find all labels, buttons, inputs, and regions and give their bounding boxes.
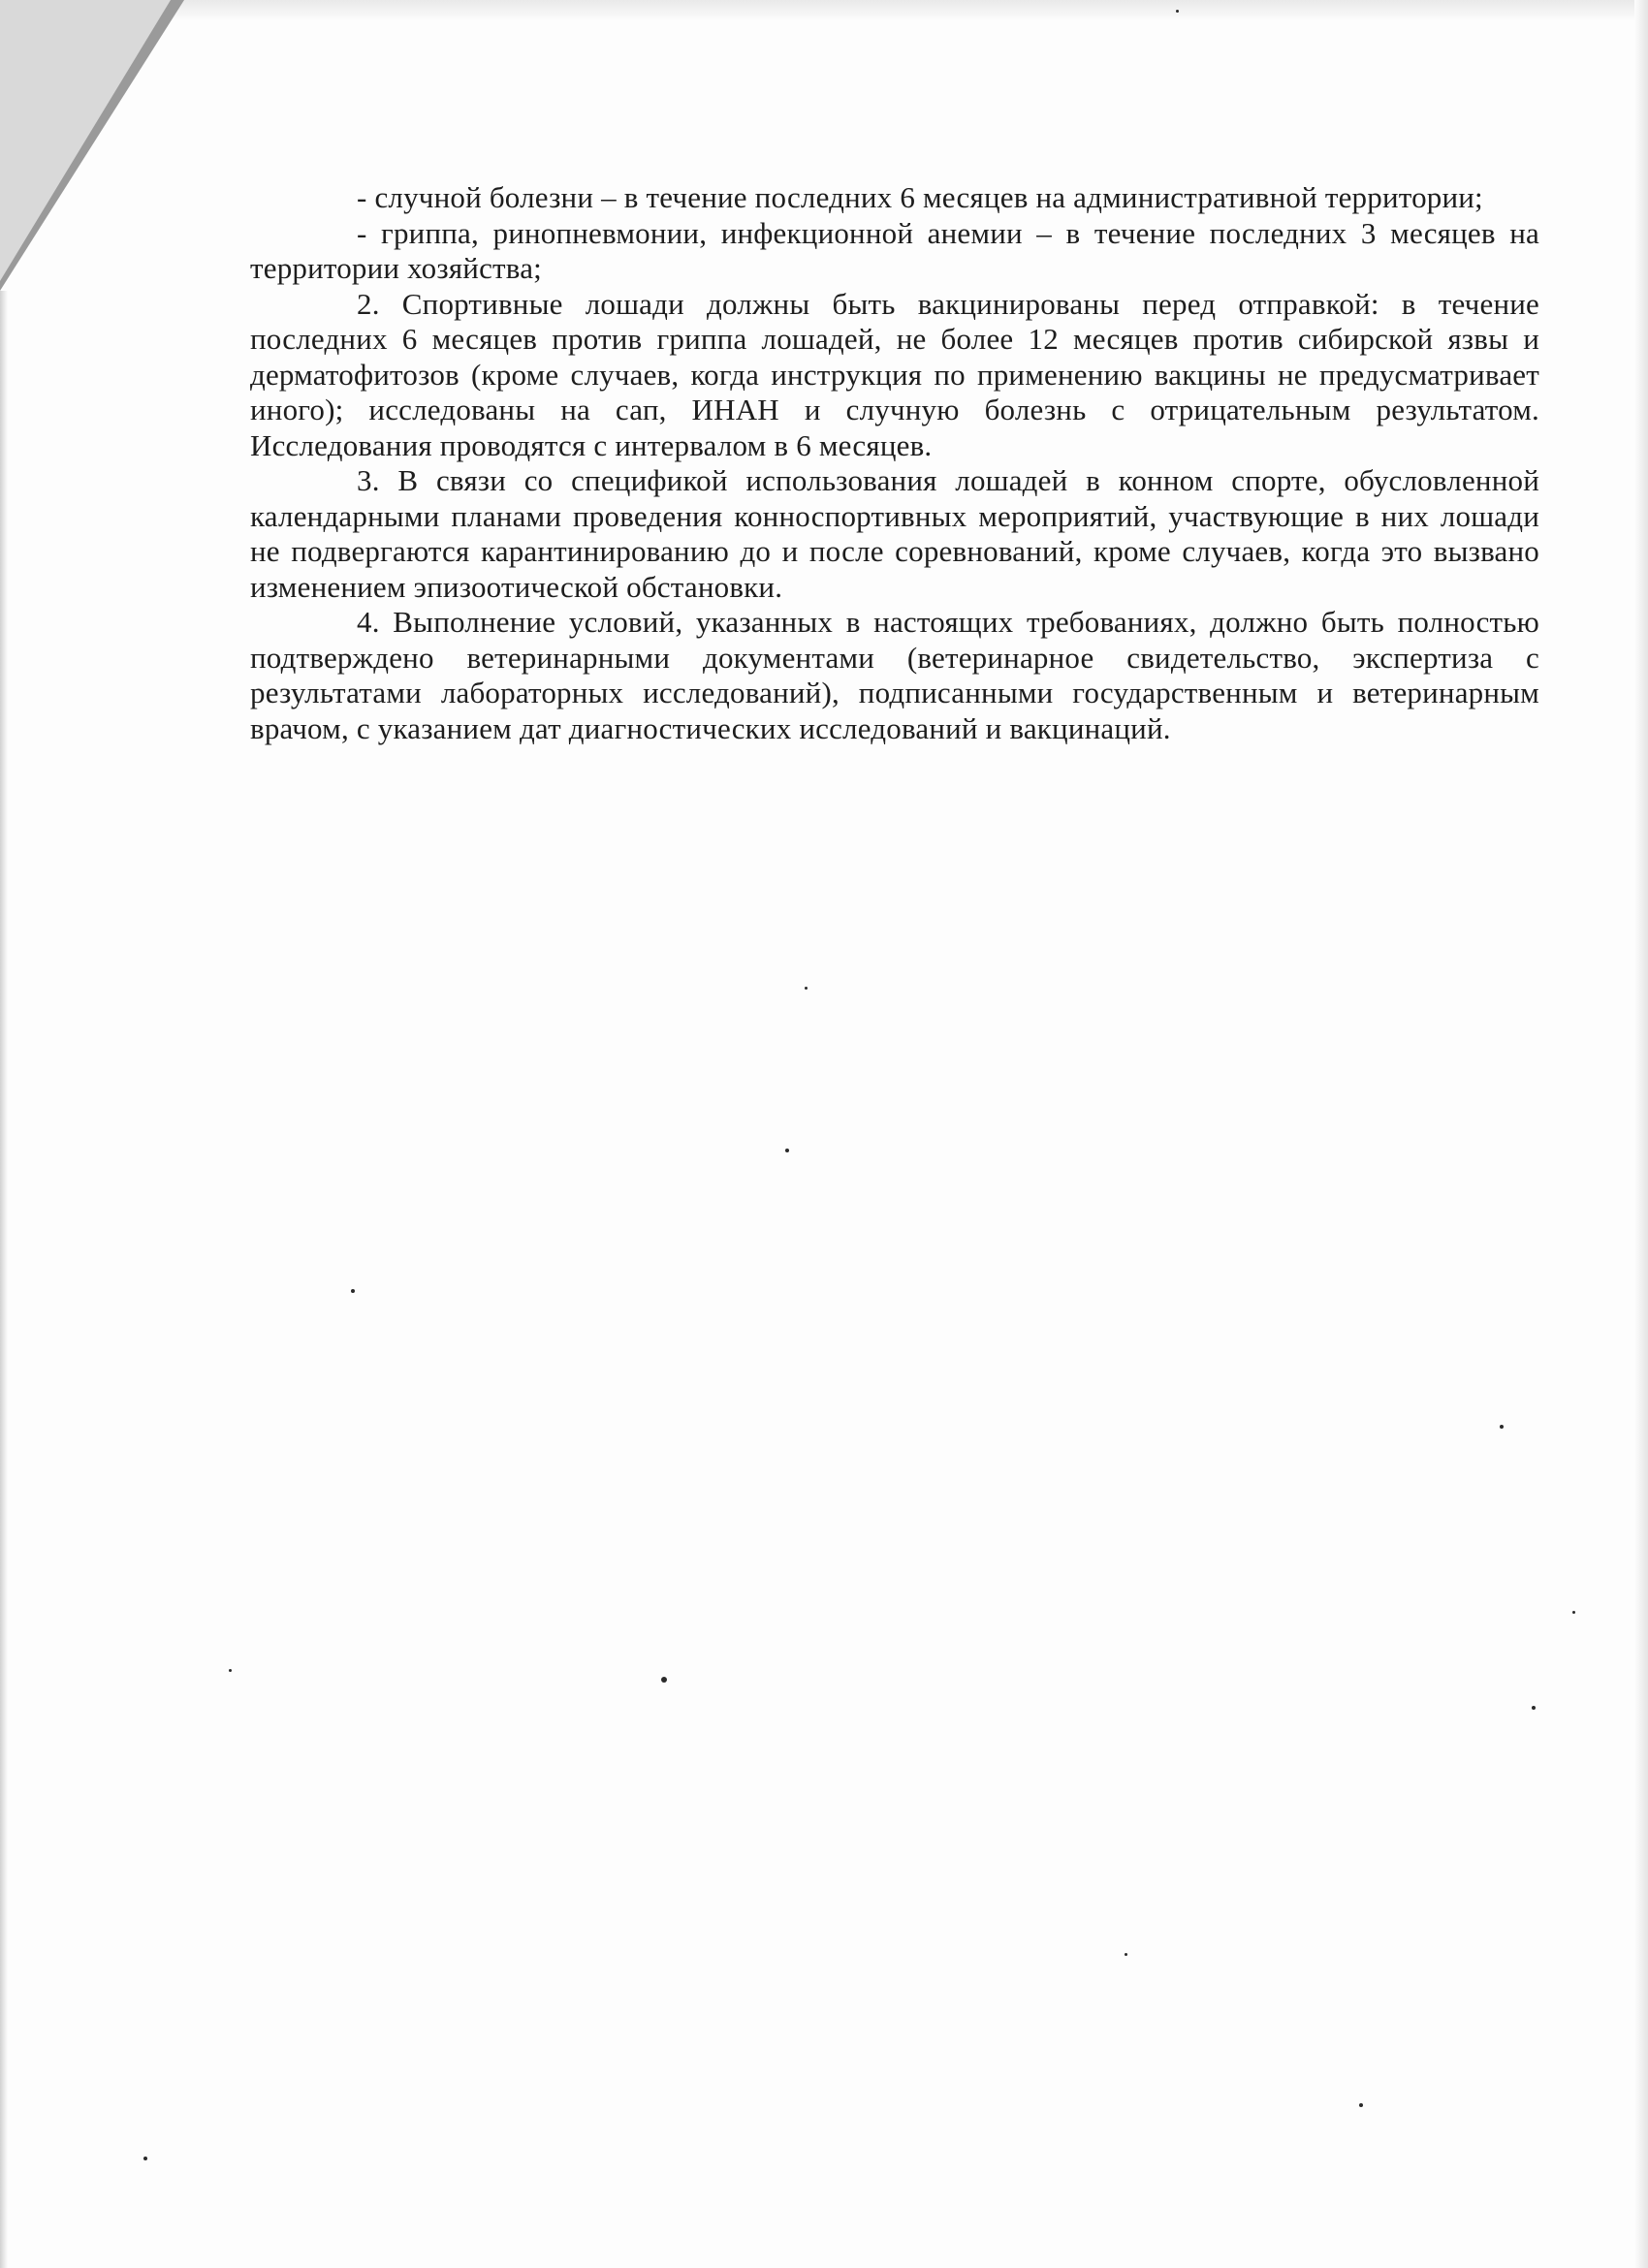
document-body <box>250 180 1539 746</box>
scan-right-edge <box>1634 0 1648 2268</box>
scan-speck <box>351 1289 355 1293</box>
scan-speck <box>1176 10 1179 13</box>
paragraph-item-2: - гриппа, ринопневмонии, инфекционной анемии – в течение последних 3 месяцев на территории хозяйства; <box>250 215 1539 285</box>
scan-speck <box>143 2157 147 2160</box>
scan-speck <box>661 1677 667 1683</box>
scan-speck <box>229 1669 232 1672</box>
paragraph-item-1: - случной болезни – в течение последних 6 месяцев на административной территории; <box>357 180 1483 214</box>
paragraph-item-3: 2. Спортивные лошади должны быть вакцинированы перед отправкой: в течение последних 6 месяцев против гриппа лошадей, не более 12 месяцев против сибирской язвы и дерматофитозов (кроме случаев, когда инструкция по применению вакцины не предусматривает иного); исследованы на сап, ИНАН и случную болезнь с отрицательным результатом. Исследования проводятся с интервалом в 6 месяцев. <box>250 286 1539 462</box>
folded-corner <box>0 0 171 281</box>
scan-left-edge <box>0 291 8 2268</box>
scan-speck <box>1572 1611 1575 1614</box>
scan-speck <box>1500 1425 1504 1429</box>
scan-top-edge <box>145 0 1648 21</box>
scan-speck <box>805 987 808 990</box>
paragraph-item-4: 3. В связи со спецификой использования лошадей в конном спорте, обусловленной календарными планами проведения конноспортивных мероприятий, участвующие в них лошади не подвергаются карантинированию до и после соревнований, кроме случаев, когда это вызвано изменением эпизоотической обстановки. <box>250 463 1539 604</box>
scan-speck <box>785 1149 789 1152</box>
paragraph-item-5: 4. Выполнение условий, указанных в настоящих требованиях, должно быть полностью подтверждено ветеринарными документами (ветеринарное свидетельство, экспертиза с результатами лабораторных исследований), подписанными государственным и ветеринарным врачом, с указанием дат диагностических исследований и вакцинаций. <box>250 605 1539 745</box>
scan-speck <box>1532 1706 1536 1710</box>
scan-speck <box>1125 1953 1127 1956</box>
scan-speck <box>1359 2103 1363 2107</box>
